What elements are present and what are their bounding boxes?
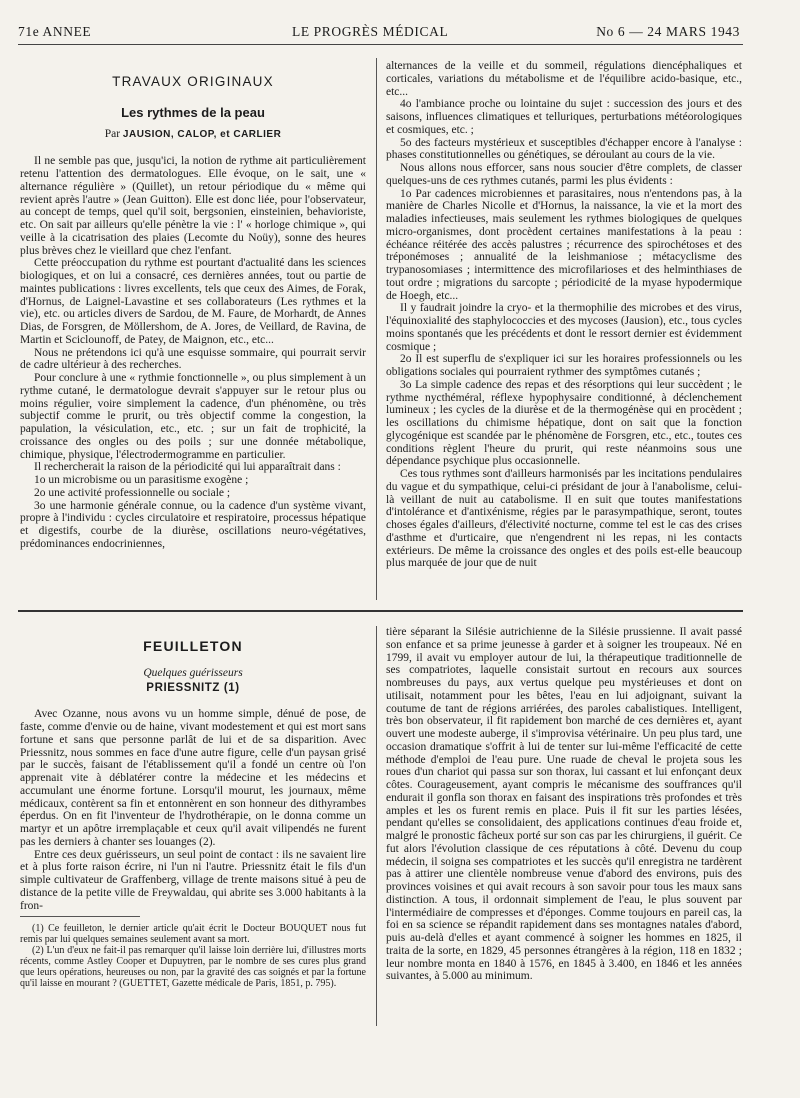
authors: JAUSION, CALOP, et CARLIER [122,128,282,140]
paragraph: 1o Par cadences microbiennes et parasitaires, nous n'entendons pas, à la manière de Charles Nicolle et d'Hornus, la naissance, la vie et la mort des maladies infectieuses, mais seulement les rythmes biologiques de quelques micro-organismes, dont procèdent certaines manifestations à la peau : échéance réitérée des accès palustres ; récurrence des spirochétoses et des tréponémoses ; annualité de la leishmaniose ; métacyclisme des trypanosomiases ; intermittence des microfilarioses et des helminthiases de tout ordre ; migrations du sarcopte ; périodicité de la myase hypodermique de Hoegh, etc... [386,187,742,302]
feuilleton-title: FEUILLETON [143,638,243,654]
paragraph: Il y faudrait joindre la cryo- et la thermophilie des microbes et des virus, l'équinoxialité des staphylococcies et des mycoses (Jausion), etc., tous cycles moins spontanés que les précédents et dont le ressort dernier est évidemment cosmique ; [386,302,742,353]
header-rule [18,44,743,45]
feuilleton-subtitle: Quelques guérisseurs [143,666,243,679]
paragraph: Nous ne prétendons ici qu'à une esquisse sommaire, qui pourrait servir de cadre ultérieur à des recherches. [20,346,366,372]
paragraph: alternances de la veille et du sommeil, régulations diencéphaliques et corticales, variations du métabolisme et de l'équilibre acido-basique, etc., etc... [386,60,742,98]
page-header [18,24,740,42]
list-item: 3o une harmonie générale connue, ou la cadence d'un système vivant, propre à l'individu : cycles circulatoire et respiratoire, processus hépatique et digestifs, courbe de la diurèse, oscillations neuro-végétatives, prédominances endocriniennes, [20,499,366,550]
paragraph: 2o Il est superflu de s'expliquer ici sur les horaires professionnels ou les obligations sociales qui pourraient rythmer des symptômes cutanés ; [386,353,742,378]
footnote-rule [20,916,140,917]
paragraph: Il ne semble pas que, jusqu'ici, la notion de rythme ait particulièrement retenu l'attention des dermatologues. Elle évoque, on le sait, une « alternance régulière » (Quillet), un retour périodique du « même qui revient après l'autre » (Jean Guitton). Elle est donc liée, pour l'observateur, au concept de temps, quel qu'il soit, bergsonien, einsteinien, behavioriste, etc. On sait par ailleurs qu'elle pénètre la vie : l' « horloge chimique », qui veille à la cicatrisation des plaies (Lecomte du Noüy), sonne des heures plus brèves chez le vieillard que chez l'enfant. [20,155,366,257]
column-divider [376,626,377,1026]
section-title: TRAVAUX ORIGINAUX [112,74,274,89]
section-rule [18,610,743,612]
journal-title: LE PROGRÈS MÉDICAL [292,24,449,39]
paragraph: 3o La simple cadence des repas et des résorptions qui leur succèdent ; le rythme nycthéméral, réflexe hypophysaire conditionné, à déclenchement lumineux ; les cycles de la diurèse et de la thermogénèse qui en procèdent ; les oscillations du chimisme hépatique, dont on sait que la fonction glycogénique est scandée par le phénomène de Forsgren, etc., etc., toutes ces conditions règlent l'heure du prurit, qui reste néanmoins sous une dépendance psychique plus occasionnelle. [386,378,742,468]
byline [20,128,366,142]
article-column-right [386,60,742,570]
issue-date: No 6 — 24 MARS 1943 [596,24,740,39]
list-item: 2o une activité professionnelle ou sociale ; [34,486,231,499]
volume-year: 71e ANNEE [18,24,92,39]
list-item: 4o l'ambiance proche ou lointaine du sujet : succession des jours et des saisons, influences climatiques et telluriques, perturbations météorologiques et cosmiques, etc. ; [386,98,742,136]
footnote: (2) L'un d'eux ne fait-il pas remarquer qu'il laisse loin derrière lui, d'illustres morts récents, comme Astley Cooper et Dupuytren, par le nombre de ses cures plus grand que leurs opérations, heureuses ou non, par la gravité des cas soignés et par la fortune qu'il laisse en mourant ? (GUETTET, Gazette médicale de Paris, 1851, p. 795). [20,945,366,990]
byline-prefix: Par [104,127,121,140]
paragraph: Nous allons nous efforcer, sans nous soucier d'être complets, de classer quelques-uns de ces rythmes cutanés, parmi les plus évidents : [386,162,742,187]
feuilleton-column-left [20,640,366,989]
column-divider [376,58,377,600]
paragraph: Ces tous rythmes sont d'ailleurs harmonisés par les incitations pendulaires du vague et du sympathique, celui-ci présidant de jour à l'anabolisme, celui-là veillant de nuit au catabolisme. Il en suit que toutes manifestations d'intolérance et d'antixénisme, régies par le parasympathique, seront, toutes choses égales d'ailleurs, d'électivité nocturne, comme tel est le cas des crises d'asthme et d'urticaire, que n'engendrent ni les repas, ni les contacts extérieurs. De même la croissance des ongles et des poils est-elle beaucoup plus marquée de jour que de nuit [386,468,742,570]
paragraph: tière séparant la Silésie autrichienne de la Silésie prussienne. Il avait passé son enfance et sa prime jeunesse à garder et à soigner les troupeaux. Né en 1799, il avait vu employer autour de lui, la thérapeutique traditionnelle de ses compatriotes, laquelle consistait surtout en recours aux sources nombreuses du pays, aux vertus quelque peu mystérieuses et dont on utilisait, notamment pour les bêtes, l'eau en lui adjoignant, suivant la coutume de tant de régions arriérées, des paroles cabalistiques. Intelligent, très bon observateur, il fit rapidement bon marché de ces dernières et, ayant ouvert une modeste auberge, il s'improvisa vétérinaire. Un peu plus tard, une occasion dramatique s'offrit à lui de tenter sur lui-même l'efficacité de cette méthode d'emploi de l'eau pure. Une ruade de cheval le projeta sous les roues d'un chariot qui passa sur son thorax, lui cassant et lui enfonçant deux côtes. Courageusement, ayant compris le mécanisme des souffrances qu'il endurait il gonfla son thorax en faisant des inspirations très profondes et très amples et les os furent remis en place. Puis il fit sur les parties lésées, pendant qu'elles se consolidaient, des applications continues d'eau froide et, malgré le pronostic fâcheux porté sur son cas par les chirurgiens, il guérit. Ce fut alors l'évolution classique de ces réputations à côté. Devenu du coup médecin, il soigna ses compatriotes et les succès qu'il enregistra ne tardèrent pas à attirer une clientèle nombreuse venue d'abord des environs, puis des provinces voisines et qui avait recours à son savoir pour tous les maux sans distinction. A tous, il ordonnait simplement de l'eau, le plus souvent par l'intermédiaire de compresses et d'éponges. Comme toujours en pareil cas, la foi en sa science se répandit rapidement dans ses montagnes natales d'abord, puis au-delà d'elles et ayant commencé à soigner les hommes en 1825, il traita de la sorte, en 1829, 45 personnes étrangères à la région, 118 en 1832 ; leur nombre monta en 1840 à 1576, en 1845 à 3.400, en 1846 et les années suivantes, à 5.000 au minimum. [386,626,742,983]
feuilleton-column-right [386,626,742,983]
footnotes [20,923,366,989]
paragraph: Entre ces deux guérisseurs, un seul point de contact : ils ne savaient lire et à plus forte raison écrire, ni l'un ni l'autre. Priessnitz était le fils d'un simple cultivateur de Graffenberg, village de trente maisons situé à peu de distance de la petite ville de Freywaldau, qui abrite ses 3.000 habitants à la fron- [20,848,366,912]
list-item: 1o un microbisme ou un parasitisme exogène ; [34,474,249,486]
paragraph: Pour conclure à une « rythmie fonctionnelle », ou plus simplement à un rythme cutané, le dermatologue devrait s'appuyer sur le retour plus ou moins régulier, voire simplement la cadence, d'un phénomène, ou très subjectif comme le prurit, ou très objectif comme la congestion, la papulation, la vésiculation, etc., etc. ; sur un fait de trophicité, la croissance des ongles ou des poils ; sur une donnée métabolique, chimique, physique, l'électrodermogramme en particulier. [20,372,366,461]
paragraph: Avec Ozanne, nous avons vu un homme simple, dénué de pose, de faste, comme d'envie ou de haine, vivant modestement et qui est mort sans fortune et sans que personne parlât de lui et de sa disparition. Avec Priessnitz, nous sommes en face d'une autre figure, celle d'un paysan grisé par le succès, faisant de l'établissement qu'il a fondé un centre où l'on apprenait vite à déblatérer contre la médecine et les médecins et accumulant une énorme fortune. Lorsqu'il mourut, les journaux, même médicaux, contèrent sa fin et entonnèrent en son honneur des dithyrambes éperdus. On en fit l'inventeur de l'hydrothérapie, on le donna comme un martyr et un apôtre irremplaçable et ceux qu'il avait vilipendés ne furent pas les derniers à chanter ses louanges (2). [20,708,366,848]
paragraph: Cette préoccupation du rythme est pourtant d'actualité dans les sciences biologiques, et on lui a consacré, ces dernières années, tout ou partie de maintes publications : livres excellents, tels que ceux des Aimes, de Forak, d'Hornus, de Laignel-Lavastine et ses collaborateurs (Les rythmes et la vie), etc. ou articles divers de Sardou, de M. Faure, de Morhardt, de Annes Dias, de Forsgren, de Möllershom, de A. Jores, de Veillard, de Ravina, de Martin et Sciclounoff, de Patey, de Maignon, etc., etc... [20,257,366,346]
feuilleton-name: PRIESSNITZ (1) [146,681,240,694]
list-item: 5o des facteurs mystérieux et susceptibles d'échapper encore à l'analyse : phases constitutionnelles ou génétiques, se déroulant au cours de la vie. [386,136,742,162]
paragraph: Il rechercherait la raison de la périodicité qui lui apparaîtrait dans : [34,461,341,474]
article-title: Les rythmes de la peau [121,104,265,120]
footnote: (1) Ce feuilleton, le dernier article qu'ait écrit le Docteur BOUQUET nous fut remis par lui quelques semaines seulement avant sa mort. [20,923,366,946]
article-column-left [20,70,366,551]
